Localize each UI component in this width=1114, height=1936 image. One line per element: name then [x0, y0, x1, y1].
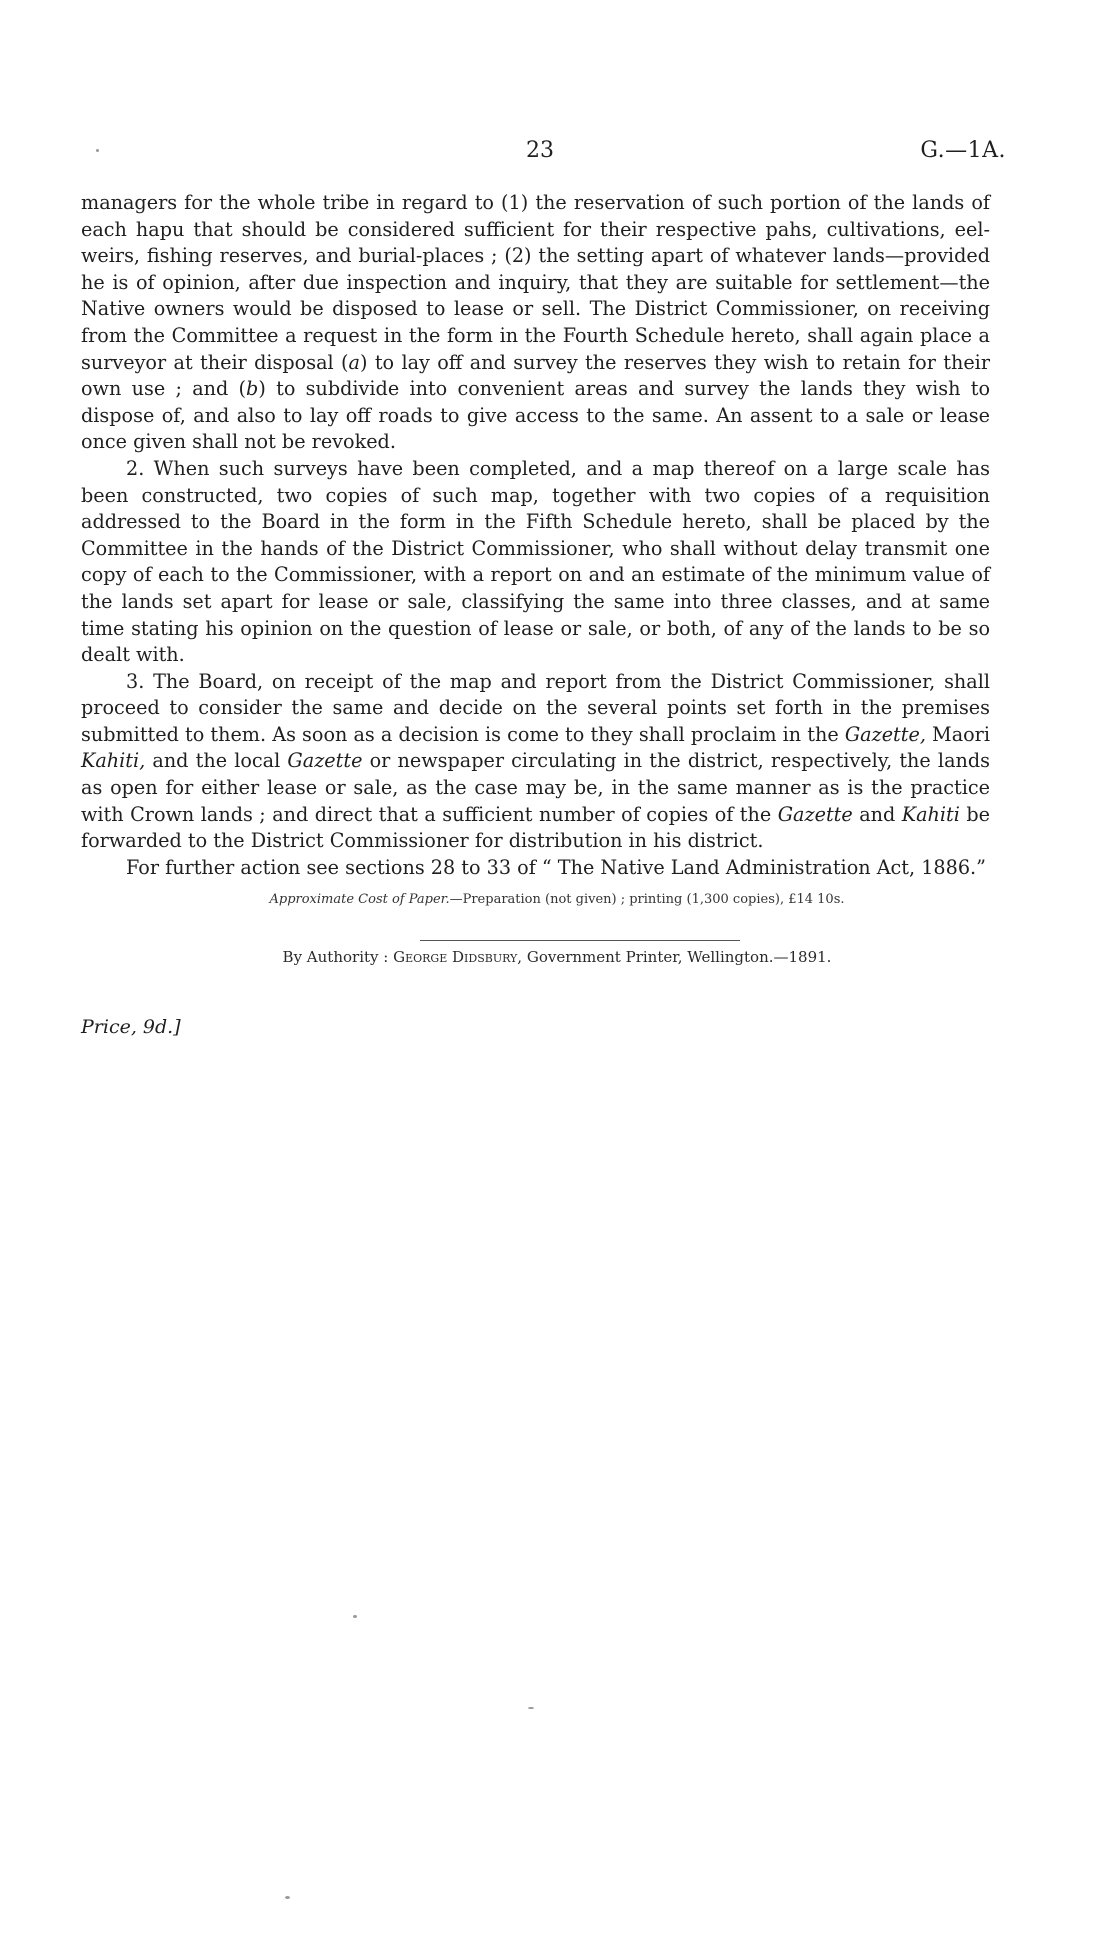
- paragraph-text-run: Kahiti: [901, 802, 960, 826]
- paragraph-text-run: Kahiti,: [81, 749, 146, 773]
- paragraph-4: [81, 855, 990, 882]
- paragraph-text-run: 2. When such surveys have been completed, and a map thereof on a large scale has been constructed, two copies of such map, together with two copies of a requisition addressed to the Board in the form in the Fifth Schedule hereto, shall be placed by the Committee in the hands of the District Commissioner, who shall without delay transmit one copy of each to the Commissioner, with a report on and an estimate of the minimum value of the lands set apart for lease or sale, classifying the same into three classes, and at same time stating his opinion on the question of lease or sale, or both, of any of the lands to be so dealt with.: [81, 456, 990, 667]
- scan-speck: [96, 149, 99, 152]
- authority-suffix: Government Printer, Wellington.—1891.: [526, 948, 832, 966]
- paragraph-text-run: Gazette,: [844, 722, 926, 746]
- paragraph-text-run: 3. The Board, on receipt of the map and report from the District Commissioner, shall proceed to consider the same and decide on the several points set forth in the premises submitted to them. As soon as a decision is come to they shall proclaim in the: [81, 669, 990, 746]
- authority-prefix: By Authority :: [282, 948, 389, 966]
- body-text: [81, 190, 990, 881]
- paragraph-text-run: be forwarded to the District Commissioner for distribution in his district.: [81, 802, 990, 853]
- cost-text: —Preparation (not given) ; printing (1,300 copies), £14 10s.: [449, 892, 845, 907]
- paragraph-text-run: or newspaper circulating in the district, respectively, the lands as open for either lease or sale, as the case may be, in the same manner as is the practice with Crown lands ; and direct that a sufficient number of copies of the: [81, 749, 990, 826]
- authority-line: [0, 948, 1114, 966]
- paragraph-3: [81, 669, 990, 855]
- paragraph-text-run: Maori: [925, 722, 990, 746]
- document-reference: G.—1A.: [920, 138, 1006, 163]
- paragraph-text-run: ) to lay off and survey the reserves they wish to retain for their own use ; and (: [81, 350, 990, 401]
- paragraph-2: [81, 456, 990, 669]
- paragraph-text-run: ) to subdivide into convenient areas and survey the lands they wish to dispose of, and also to lay off roads to give access to the same. An assent to a sale or lease once given shall not be revoked.: [81, 377, 990, 454]
- paragraph-text-run: b: [246, 377, 259, 401]
- scan-speck: [285, 1896, 290, 1899]
- paragraph-1: [81, 190, 990, 456]
- paragraph-text-run: a: [348, 350, 360, 374]
- paragraph-text-run: and the local: [145, 749, 288, 773]
- paragraph-text-run: and: [852, 802, 902, 826]
- paragraph-text-run: Gazette: [287, 749, 363, 773]
- paragraph-text-run: Gazette: [777, 802, 853, 826]
- printer-name: George Didsbury,: [393, 948, 523, 966]
- cost-label: Approximate Cost of Paper.: [269, 892, 450, 907]
- footer-divider: [420, 940, 740, 941]
- scan-speck: [528, 1707, 534, 1709]
- price-note: Price, 9d.]: [81, 1016, 181, 1038]
- scan-speck: [353, 1615, 357, 1618]
- paragraph-text-run: managers for the whole tribe in regard to (1) the reservation of such portion of the lands of each hapu that should be considered sufficient for their respective pahs, cultivations, eel-weirs, fishing reserves, and burial-places ; (2) the setting apart of whatever lands—provided he is of opinion, after due inspection and inquiry, that they are suitable for settlement—the Native owners would be disposed to lease or sell. The District Commissioner, on receiving from the Committee a request in the form in the Fourth Schedule hereto, shall again place a surveyor at their disposal (: [81, 191, 990, 374]
- cost-of-paper-note: [0, 892, 1114, 907]
- page-number: 23: [526, 138, 554, 163]
- paragraph-text-run: For further action see sections 28 to 33 of “ The Native Land Administration Act, 1886.”: [126, 855, 986, 879]
